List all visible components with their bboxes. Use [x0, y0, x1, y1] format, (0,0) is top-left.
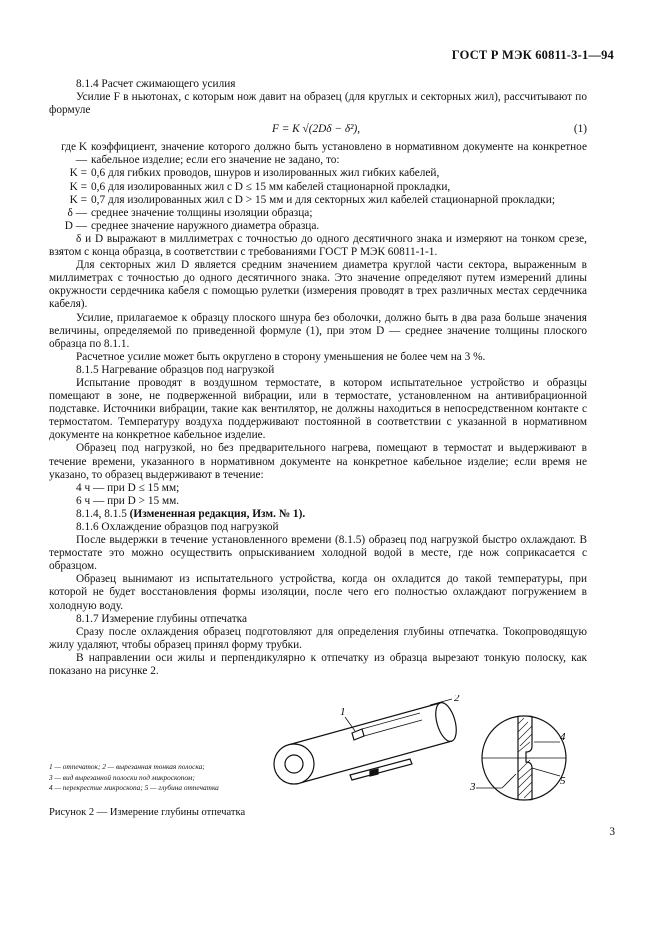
definition-item: δ — среднее значение толщины изоляции образца;	[67, 206, 313, 219]
figure-label-4: 4	[560, 731, 566, 743]
document-header: ГОСТ Р МЭК 60811-3-1—94	[451, 48, 614, 62]
paragraph: δ и D выражают в миллиметрах с точностью до одного десятичного знака и измеряют на тонком срезе, взятом с конца образца, в соответствии с требованиями ГОСТ Р МЭК 60811-1-1.	[49, 232, 587, 259]
time-condition-1: 4 ч — при D ≤ 15 мм;	[76, 481, 180, 494]
paragraph: Образец вынимают из испытательного устройства, когда он охладится до такой температуры, при которой не будет восстановления формы изоляции, после чего его полностью охлаждают погружением в холодную воду.	[49, 573, 587, 612]
section-8-1-6-title: 8.1.6 Охлаждение образцов под нагрузкой	[76, 521, 279, 533]
section-8-1-4-title: 8.1.4 Расчет сжимающего усилия	[76, 78, 236, 90]
paragraph: Усилие F в ньютонах, с которым нож давит на образец (для круглых и секторных жил), рассчитывают по формуле	[49, 91, 587, 117]
figure-sample-tube	[270, 695, 470, 795]
figure-label-2: 2	[454, 695, 460, 704]
figure-legend: 1 — отпечаток; 2 — вырезанная тонкая полоска; 3 — вид вырезанной полоски под микроскопом; 4 — перекрестие микроскопа; 5 — глубина отпечатка	[49, 762, 219, 793]
figure-microscope-view	[462, 712, 602, 812]
figure-title: Рисунок 2 — Измерение глубины отпечатка	[49, 807, 246, 818]
section-8-1-5-title: 8.1.5 Нагревание образцов под нагрузкой	[76, 363, 275, 376]
amendment-note: 8.1.4, 8.1.5 (Измененная редакция, Изм. № 1).	[76, 507, 306, 520]
definition-item: K = 0,6 для изолированных жил с D ≤ 15 мм кабелей стационарной прокладки,	[69, 180, 451, 193]
paragraph: Образец под нагрузкой, но без предварительного нагрева, помещают в термостат и выдерживают в течение времени, указанного в нормативном документе на конкретное кабельное изделие; если время не указано, то образец выдерживают в течение:	[49, 442, 587, 481]
paragraph: Усилие, прилагаемое к образцу плоского шнура без оболочки, должно быть в два раза больше значения величины, определяемой по приведенной формуле (1), при этом D — среднее значение толщины плоского образца по 8.1.1.	[49, 311, 587, 350]
formula-number: (1)	[573, 123, 587, 136]
paragraph: Для секторных жил D является средним значением диаметра круглой части сектора, выраженным в миллиметрах с точностью до одного десятичного знака. Это значение определяют путем измерений длины окружности сердечника кабеля с помощью рулетки (измерения проводят в трех различных местах сердечника кабеля).	[49, 259, 587, 311]
formula-block	[49, 117, 587, 141]
definition-item: D — среднее значение наружного диаметра образца.	[64, 219, 320, 232]
page-number: 3	[609, 826, 615, 838]
body-text	[49, 78, 587, 678]
paragraph: Расчетное усилие может быть округлено в сторону уменьшения не более чем на 3 %.	[76, 350, 486, 363]
definition-item: K = 0,6 для гибких проводов, шнуров и изолированных жил гибких кабелей,	[69, 167, 440, 180]
definition-item: где K — коэффициент, значение которого должно быть установлено в нормативном документе на конкретное кабельное изделие; если его значение не задано, то:	[61, 141, 587, 167]
paragraph: После выдержки в течение установленного времени (8.1.5) образец под нагрузкой быстро охлаждают. В термостате это можно осуществить опрыскиванием холодной водой в месте, где нож соприкасается с образцом.	[49, 534, 587, 573]
paragraph: Сразу после охлаждения образец подготовляют для определения глубины отпечатка. Токопроводящую жилу удаляют, чтобы образец принял форму трубки.	[49, 625, 587, 651]
figure-label-5: 5	[560, 775, 566, 787]
section-8-1-7-title: 8.1.7 Измерение глубины отпечатка	[76, 612, 247, 625]
definitions-list	[49, 141, 587, 233]
paragraph: В направлении оси жилы и перпендикулярно к отпечатку из образца вырезают тонкую полоску, как показано на рисунке 2.	[49, 651, 587, 678]
figure-label-1: 1	[340, 706, 346, 718]
figure-label-3: 3	[470, 781, 476, 793]
time-condition-2: 6 ч — при D > 15 мм.	[76, 494, 180, 507]
definition-item: K = 0,7 для изолированных жил с D > 15 мм и для секторных жил кабелей стационарной прокладки;	[69, 193, 555, 206]
formula: F = K √(2Dδ − δ²),	[272, 123, 361, 136]
paragraph: Испытание проводят в воздушном термостате, в котором испытательное устройство и образцы помещают в зоне, не подверженной вибрации, или в термостате, установленном на антивибрационной подставке. Источники вибрации, такие как вентилятор, не должны находиться в непосредственном контакте с термостатом. Температуру воздуха поддерживают постоянной в соответствии с указанной в нормативном документе на конкретное кабельное изделие.	[49, 376, 587, 442]
